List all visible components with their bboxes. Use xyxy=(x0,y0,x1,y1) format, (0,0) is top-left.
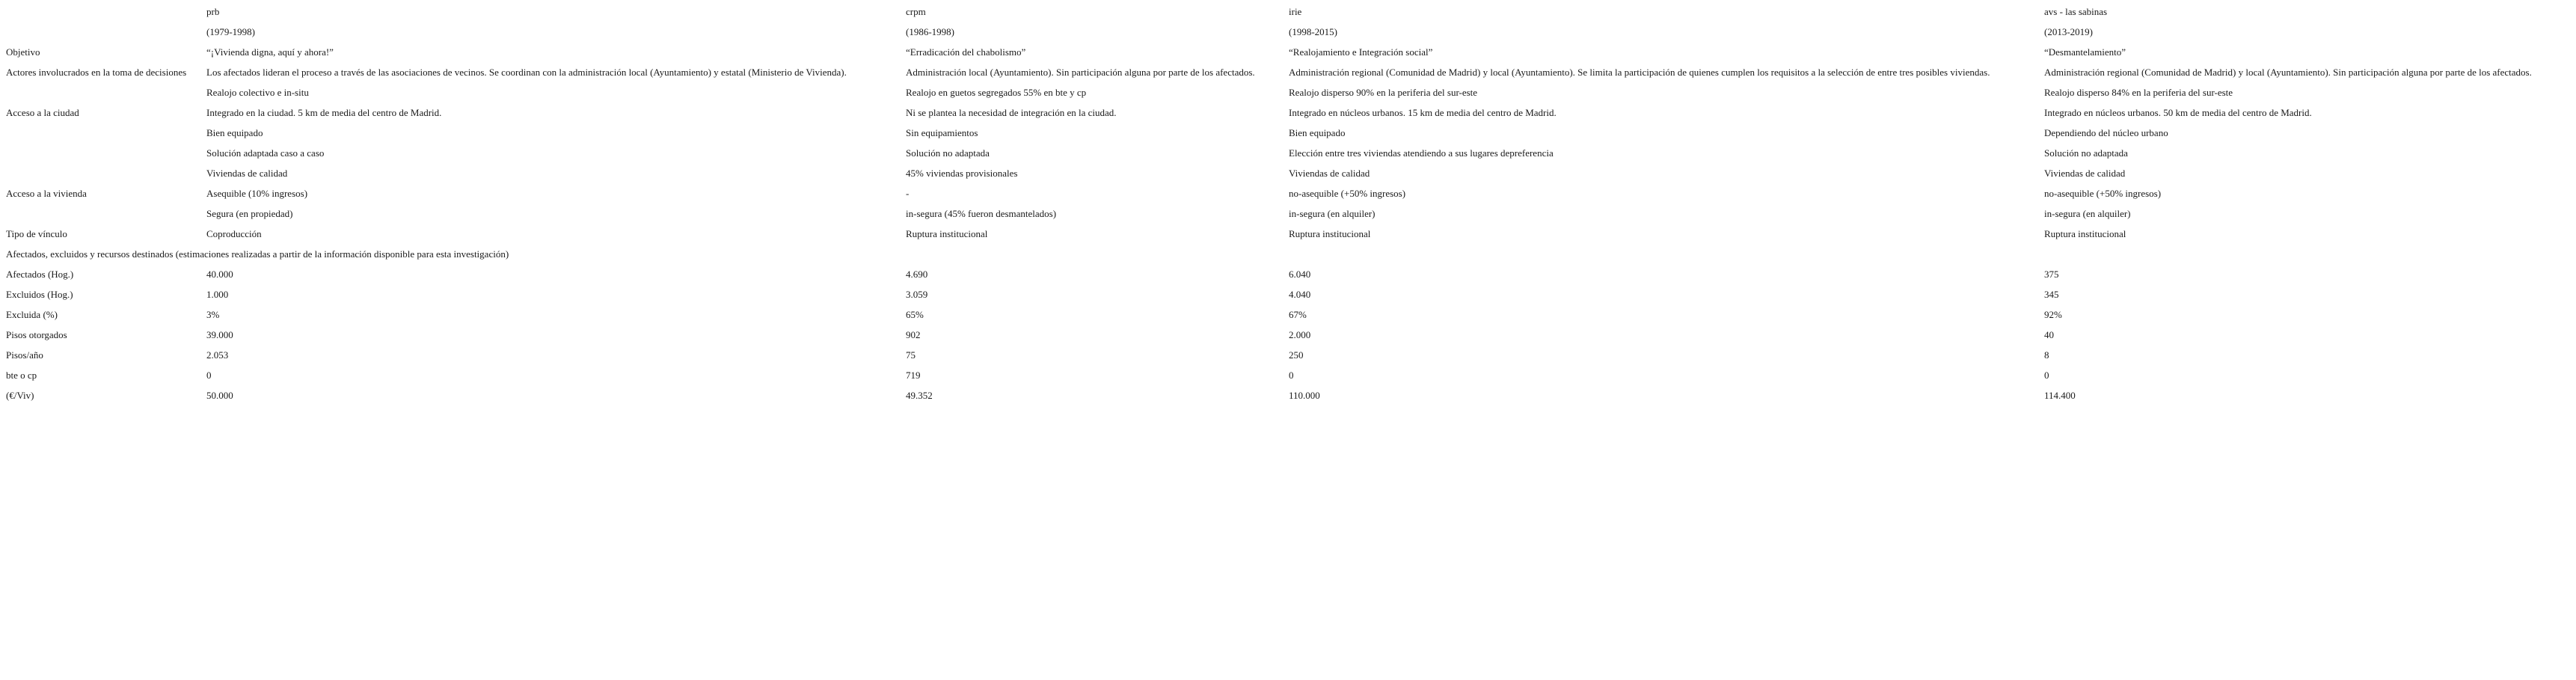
program-code: avs - las sabinas xyxy=(2044,6,2108,17)
stat-value: 50.000 xyxy=(206,390,233,401)
table-cell: Realojo disperso 84% en la periferia del sur-este xyxy=(2044,87,2233,98)
stat-value: 4.690 xyxy=(906,269,928,280)
stat-value: 114.400 xyxy=(2044,390,2076,401)
table-cell: Ruptura institucional xyxy=(906,228,988,239)
table-cell: Coproducción xyxy=(206,228,262,239)
stat-value: 375 xyxy=(2044,269,2059,280)
stat-value: 0 xyxy=(206,370,212,381)
stat-value: 6.040 xyxy=(1289,269,1311,280)
row-label: Tipo de vínculo xyxy=(6,228,67,239)
table-cell: Realojo disperso 90% en la periferia del sur-este xyxy=(1289,87,1478,98)
stat-value: 2.000 xyxy=(1289,329,1311,340)
program-period: (2013-2019) xyxy=(2044,26,2093,37)
table-cell: Ni se plantea la necesidad de integración en la ciudad. xyxy=(906,107,1117,118)
table-cell: - xyxy=(906,188,910,199)
stat-value: 345 xyxy=(2044,289,2059,300)
stat-value: 3% xyxy=(206,309,220,320)
stat-row xyxy=(0,284,2576,304)
table-cell: Viviendas de calidad xyxy=(206,168,288,179)
table-cell: in-segura (en alquiler) xyxy=(2044,208,2131,219)
stat-value: 0 xyxy=(2044,370,2049,381)
program-code: crpm xyxy=(906,6,926,17)
program-code: prb xyxy=(206,6,220,17)
table-cell: Asequible (10% ingresos) xyxy=(206,188,308,199)
stat-row xyxy=(0,385,2576,405)
table-cell: Realojo en guetos segregados 55% en bte y cp xyxy=(906,87,1087,98)
stat-row xyxy=(0,304,2576,325)
table-row xyxy=(0,203,2576,224)
stat-row xyxy=(0,345,2576,365)
row-label: Pisos/año xyxy=(6,349,43,361)
table-cell: Sin equipamientos xyxy=(906,127,978,138)
stat-value: 0 xyxy=(1289,370,1294,381)
row-label: bte o cp xyxy=(6,370,37,381)
table-row xyxy=(0,183,2576,203)
table-cell: Administración regional (Comunidad de Madrid) y local (Ayuntamiento). Se limita la participación de quienes cumplen los requisitos a la selección de entre tres posibles viviendas. xyxy=(1289,67,1990,78)
table-cell: no-asequible (+50% ingresos) xyxy=(1289,188,1406,199)
table-row xyxy=(0,102,2576,123)
row-label: Objetivo xyxy=(6,46,40,58)
header-periods-row xyxy=(0,22,2576,42)
row-label: Excluida (%) xyxy=(6,309,58,320)
table-cell: Integrado en núcleos urbanos. 50 km de media del centro de Madrid. xyxy=(2044,107,2312,118)
stat-value: 40.000 xyxy=(206,269,233,280)
stat-value: 902 xyxy=(906,329,921,340)
stat-value: 40 xyxy=(2044,329,2054,340)
program-period: (1979-1998) xyxy=(206,26,255,37)
table-cell: in-segura (en alquiler) xyxy=(1289,208,1376,219)
stat-value: 3.059 xyxy=(906,289,928,300)
stat-value: 67% xyxy=(1289,309,1307,320)
corner-cell xyxy=(0,22,200,42)
row-label: Acceso a la vivienda xyxy=(6,188,87,199)
stat-row xyxy=(0,264,2576,284)
table-cell: Solución no adaptada xyxy=(2044,147,2128,159)
stat-value: 65% xyxy=(906,309,924,320)
table-cell: Integrado en núcleos urbanos. 15 km de media del centro de Madrid. xyxy=(1289,107,1557,118)
stat-value: 75 xyxy=(906,349,916,361)
table-cell: 45% viviendas provisionales xyxy=(906,168,1018,179)
stat-value: 4.040 xyxy=(1289,289,1311,300)
table-cell: Ruptura institucional xyxy=(2044,228,2126,239)
table-row xyxy=(0,62,2576,82)
table-cell: Solución no adaptada xyxy=(906,147,990,159)
row-label xyxy=(0,143,200,163)
table-cell: “Desmantelamiento” xyxy=(2044,46,2126,58)
table-cell: no-asequible (+50% ingresos) xyxy=(2044,188,2162,199)
program-period: (1986-1998) xyxy=(906,26,954,37)
row-label xyxy=(0,82,200,102)
stat-value: 92% xyxy=(2044,309,2062,320)
table-cell: Solución adaptada caso a caso xyxy=(206,147,325,159)
table-row xyxy=(0,143,2576,163)
table-cell: Segura (en propiedad) xyxy=(206,208,293,219)
stat-value: 250 xyxy=(1289,349,1304,361)
corner-cell xyxy=(0,1,200,22)
row-label xyxy=(0,123,200,143)
table-cell: “Erradicación del chabolismo” xyxy=(906,46,1026,58)
row-label: Afectados (Hog.) xyxy=(6,269,74,280)
program-code: irie xyxy=(1289,6,1302,17)
row-label: Acceso a la ciudad xyxy=(6,107,79,118)
program-period: (1998-2015) xyxy=(1289,26,1337,37)
table-row xyxy=(0,42,2576,62)
stat-row xyxy=(0,325,2576,345)
section-note: Afectados, excluidos y recursos destinados (estimaciones realizadas a partir de la información disponible para esta investigación) xyxy=(6,248,509,260)
header-codes-row xyxy=(0,1,2576,22)
table-cell: in-segura (45% fueron desmantelados) xyxy=(906,208,1057,219)
table-row xyxy=(0,163,2576,183)
table-cell: Integrado en la ciudad. 5 km de media del centro de Madrid. xyxy=(206,107,442,118)
row-label: Actores involucrados en la toma de decisiones xyxy=(6,67,187,78)
table-cell: Bien equipado xyxy=(1289,127,1346,138)
table-cell: Elección entre tres viviendas atendiendo a sus lugares depreferencia xyxy=(1289,147,1554,159)
table-cell: Viviendas de calidad xyxy=(2044,168,2126,179)
section-note-row xyxy=(0,244,2576,264)
table-cell: Bien equipado xyxy=(206,127,263,138)
table-cell: Dependiendo del núcleo urbano xyxy=(2044,127,2168,138)
table-cell: Ruptura institucional xyxy=(1289,228,1371,239)
table-row xyxy=(0,224,2576,244)
table-cell: Realojo colectivo e in-situ xyxy=(206,87,309,98)
table-cell: “Realojamiento e Integración social” xyxy=(1289,46,1433,58)
stat-value: 110.000 xyxy=(1289,390,1320,401)
comparison-table xyxy=(0,1,2576,405)
stat-value: 2.053 xyxy=(206,349,229,361)
stat-value: 39.000 xyxy=(206,329,233,340)
row-label: Excluidos (Hog.) xyxy=(6,289,73,300)
table-cell: Los afectados lideran el proceso a través de las asociaciones de vecinos. Se coordinan con la administración local (Ayuntamiento) y estatal (Ministerio de Vivienda). xyxy=(206,67,847,78)
table-row xyxy=(0,123,2576,143)
stat-value: 719 xyxy=(906,370,921,381)
table-cell: Administración regional (Comunidad de Madrid) y local (Ayuntamiento). Sin participación alguna por parte de los afectados. xyxy=(2044,67,2532,78)
table-cell: Administración local (Ayuntamiento). Sin participación alguna por parte de los afectados. xyxy=(906,67,1255,78)
stat-value: 1.000 xyxy=(206,289,229,300)
table-cell: Viviendas de calidad xyxy=(1289,168,1370,179)
row-label: Pisos otorgados xyxy=(6,329,67,340)
stat-value: 49.352 xyxy=(906,390,933,401)
table-cell: “¡Vivienda digna, aquí y ahora!” xyxy=(206,46,334,58)
table-row xyxy=(0,82,2576,102)
stat-value: 8 xyxy=(2044,349,2049,361)
row-label: (€/Viv) xyxy=(6,390,34,401)
stat-row xyxy=(0,365,2576,385)
